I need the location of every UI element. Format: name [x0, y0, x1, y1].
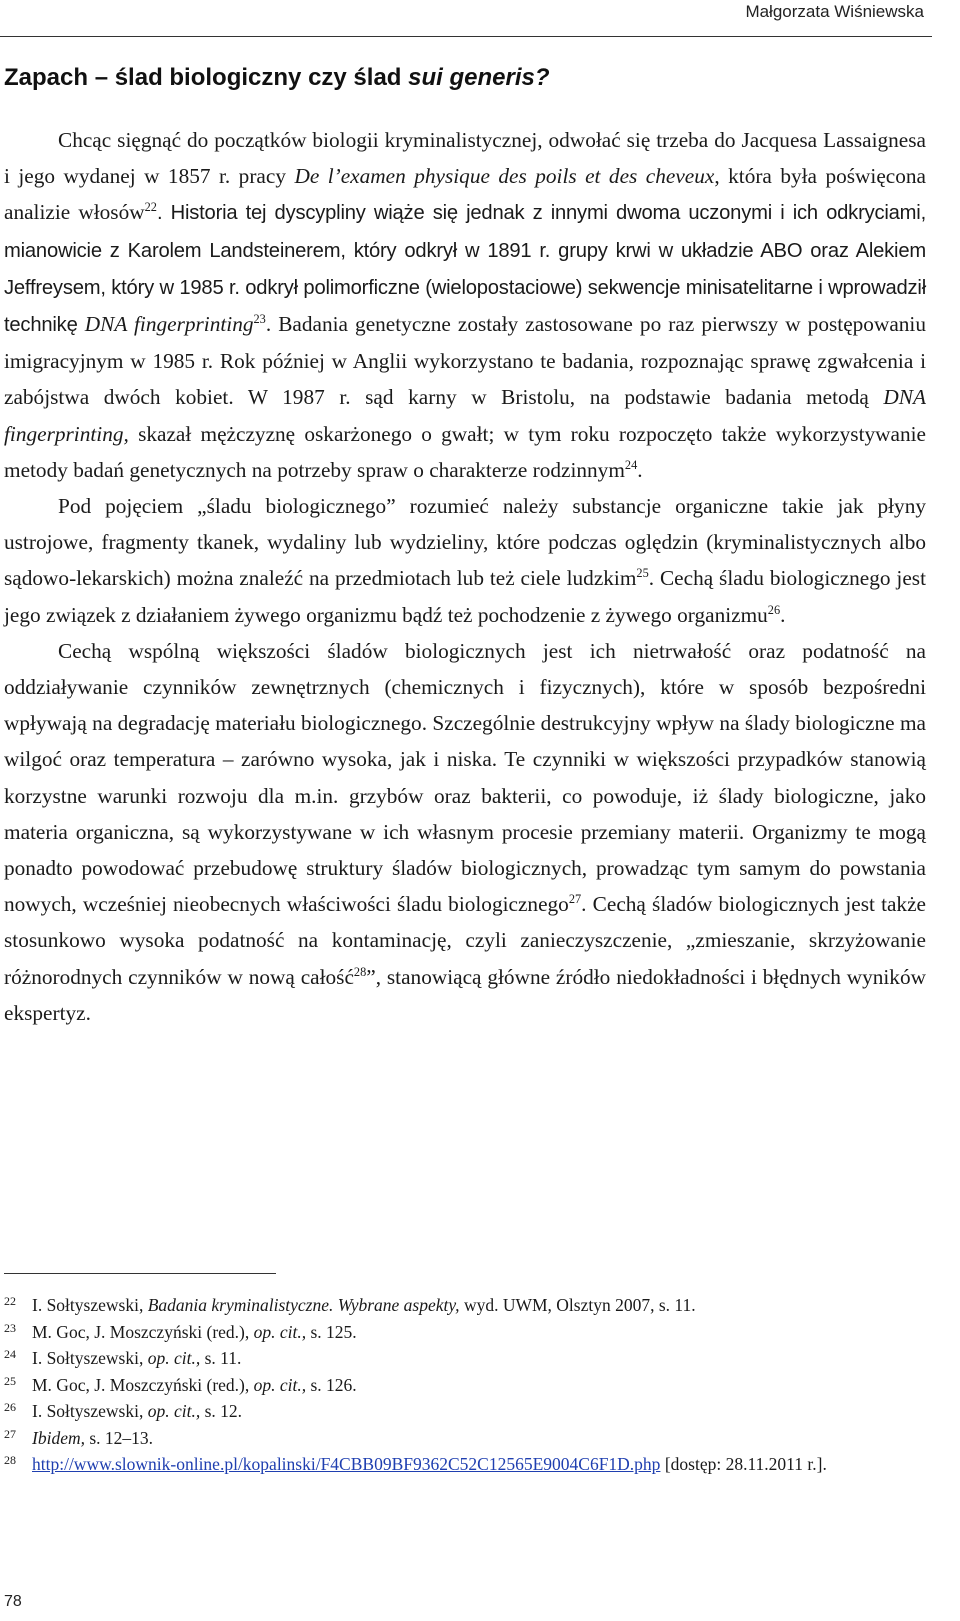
- footnote-ref-27[interactable]: 27: [568, 892, 582, 907]
- footnote-ref-24[interactable]: 24: [624, 457, 638, 472]
- footnotes: [4, 1292, 926, 1478]
- footnote-27: [4, 1425, 926, 1452]
- p2-text-1: Pod pojęciem „śladu biologicznego” rozumieć należy substancje organiczne takie jak płyny ustrojowe, fragmenty tkanek, wydaliny lub wydzieliny, które podczas oględzin (kryminalistycznych albo sądowo-lekarskich) można znaleźć na przedmiotach lub też ciele ludzkim: [4, 494, 926, 591]
- footnote-25: [4, 1372, 926, 1399]
- footnote-text: M. Goc, J. Moszczyński (red.),: [32, 1374, 254, 1395]
- footnote-text-end: [dostęp: 28.11.2011 r.].: [660, 1454, 827, 1474]
- paragraph-1: [4, 122, 926, 488]
- footnote-22: [4, 1292, 926, 1319]
- paragraph-3: [4, 633, 926, 1031]
- section-title: [4, 64, 924, 92]
- footnote-text-end: s. 12.: [200, 1401, 243, 1421]
- footnote-italic: op. cit.,: [147, 1348, 201, 1368]
- footnote-ref-25[interactable]: 25: [636, 566, 649, 581]
- footnote-text-end: s. 12–13.: [84, 1427, 154, 1448]
- footnote-italic: op. cit.,: [147, 1401, 201, 1421]
- footnote-number: 22: [4, 1294, 16, 1308]
- p3-text-3: ”, stanowiącą główne źródło niedokładności i błędnych wyników ekspertyz.: [4, 964, 926, 1025]
- p1-text-1: Chcąc sięgnąć do początków biologii kryminalistycznej, odwołać się trzeba do Jacquesa Lassaignesa i jego wydanej w 1857 r. pracy: [4, 128, 926, 189]
- p3-text-2: . Cechą śladów biologicznych jest także stosunkowo wysoka podatność na kontaminację, czyli zanieczyszczenie, „zmieszanie, skrzyżowanie różnorodnych czynników w nową całość: [4, 892, 926, 989]
- footnote-number: 24: [4, 1347, 16, 1361]
- footnote-text-end: s. 125.: [306, 1321, 357, 1342]
- p1-text-2: , która była poświęcona analizie włosów: [4, 164, 926, 225]
- section-title-main: Zapach – ślad biologiczny czy ślad: [4, 64, 409, 91]
- header-rule: [0, 36, 932, 37]
- footnote-text: I. Sołtyszewski,: [32, 1295, 148, 1315]
- p1-text-5: skazał mężczyznę oskarżonego o gwałt; w tym roku rozpoczęto także wykorzystywanie metody badań genetycznych na potrzeby spraw o charakterze rodzinnym: [4, 421, 926, 482]
- footnote-28: [4, 1451, 926, 1478]
- p1-italic-dna-2: DNA fingerprinting,: [4, 385, 926, 446]
- footnote-italic: Badania kryminalistyczne. Wybrane aspekty,: [147, 1295, 460, 1315]
- p1-text-3: . Historia tej dyscypliny wiąże się jednak z innymi dwoma uczonymi i ich odkryciami, mianowicie z Karolem Landsteinerem, który odkrył w 1891 r. grupy krwi w układzie ABO oraz Alekiem Jeffreysem, który w 1985 r. odkrył polimorficzne (wielopostaciowe) sekwencje minisatelitarne i wprowadził technikę: [4, 202, 926, 337]
- footnote-ref-28[interactable]: 28: [353, 964, 367, 979]
- p2-text-2: . Cechą śladu biologicznego jest jego związek z działaniem żywego organizmu bądź też pochodzenie z żywego organizmu: [4, 566, 926, 627]
- footnote-number: 25: [4, 1373, 16, 1388]
- footnote-23: [4, 1319, 926, 1346]
- p1-italic-title: De l’examen physique des poils et des cheveux: [294, 164, 715, 189]
- body-text: [4, 122, 926, 1031]
- footnote-number: 27: [4, 1426, 16, 1441]
- running-header-author: Małgorzata Wiśniewska: [745, 2, 924, 21]
- page-number: 78: [4, 1593, 22, 1610]
- footnote-text: M. Goc, J. Moszczyński (red.),: [32, 1321, 254, 1342]
- footnote-ref-23[interactable]: 23: [253, 311, 266, 326]
- p1-text-6: .: [637, 457, 643, 482]
- footnote-24: [4, 1345, 926, 1372]
- p1-text-4: . Badania genetyczne zostały zastosowane po raz pierwszy w postępowaniu imigracyjnym w 1985 r. Rok później w Anglii wykorzystano te badania, rozpoznając sprawę zgwałcenia i zabójstwa dwóch kobiet. W 1987 r. sąd karny w Bristolu, na podstawie badania metodą: [4, 312, 926, 410]
- footnote-number: 26: [4, 1400, 16, 1414]
- footnote-rule: [4, 1273, 276, 1274]
- footnote-italic: op. cit.,: [253, 1321, 307, 1342]
- p1-italic-dna-1: DNA fingerprinting: [84, 312, 254, 337]
- footnote-italic: op. cit.,: [253, 1374, 307, 1395]
- footnote-italic: Ibidem,: [32, 1427, 85, 1448]
- footnote-26: [4, 1398, 926, 1425]
- section-title-italic: sui generis?: [408, 64, 550, 91]
- footnote-ref-26[interactable]: 26: [767, 602, 781, 617]
- footnote-number: 23: [4, 1320, 16, 1335]
- p3-text-1: Cechą wspólną większości śladów biologicznych jest ich nietrwałość oraz podatność na oddziaływanie czynników zewnętrznych (chemicznych i fizycznych), które w sposób bezpośredni wpływają na degradację materiału biologicznego. Szczególnie destrukcyjny wpływ na ślady biologiczne ma wilgoć oraz temperatura – zarówno wysoka, jak i niska. Te czynniki w większości przypadków stanowią korzystne warunki rozwoju dla m.in. grzybów oraz bakterii, co powoduje, iż ślady biologiczne, jako materia organiczna, są wykorzystywane w ich własnym procesie przemiany materii. Organizmy te mogą ponadto powodować przebudowę struktury śladów biologicznych, prowadząc tym samym do powstania nowych, wcześniej nieobecnych właściwości śladu biologicznego: [4, 638, 926, 917]
- p2-text-3: .: [780, 602, 786, 627]
- footnote-text-end: wyd. UWM, Olsztyn 2007, s. 11.: [459, 1295, 696, 1315]
- paragraph-2: [4, 488, 926, 633]
- footnote-number: 28: [4, 1453, 16, 1467]
- footnote-text: I. Sołtyszewski,: [32, 1348, 148, 1368]
- footnote-link[interactable]: http://www.slownik-online.pl/kopalinski/F4CBB09BF9362C52C12565E9004C6F1D.php: [32, 1454, 661, 1474]
- footnote-ref-22[interactable]: 22: [144, 200, 157, 215]
- footnote-text: I. Sołtyszewski,: [32, 1401, 148, 1421]
- footnote-text-end: s. 11.: [200, 1348, 242, 1368]
- footnote-text-end: s. 126.: [306, 1374, 357, 1395]
